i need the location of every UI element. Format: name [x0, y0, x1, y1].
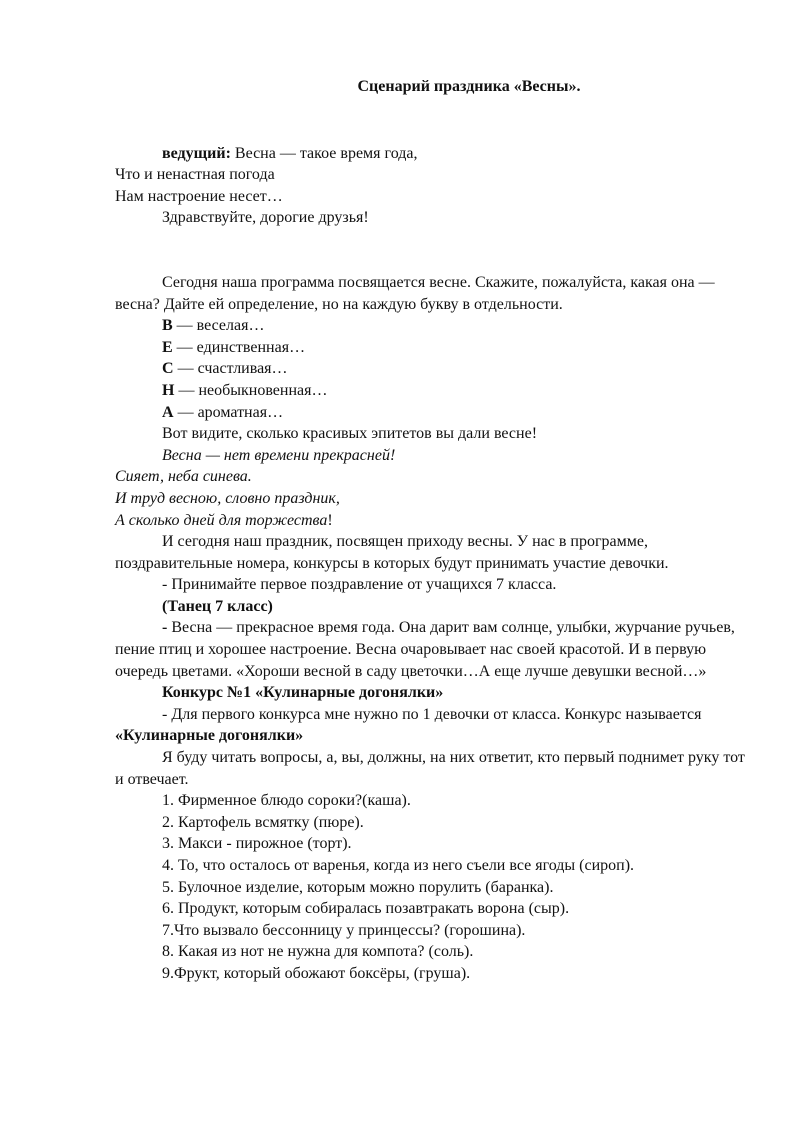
question-item: 9.Фрукт, который обожают боксёры, (груша).: [162, 964, 471, 982]
question-item: 1. Фирменное блюдо сороки?(каша).: [162, 792, 411, 810]
poem-line-1: Весна — нет времени прекрасней!: [162, 446, 396, 464]
dance-heading: (Танец 7 класс): [162, 597, 273, 615]
poem-line-2: Сияет, неба синева.: [115, 468, 252, 486]
greeting-line: - Принимайте первое поздравление от учащихся 7 класса.: [162, 576, 557, 594]
spacer: [115, 229, 755, 272]
letter-line: С — счастливая…: [162, 360, 288, 378]
question-item: 3. Макси - пирожное (торт).: [162, 835, 352, 853]
contest-intro: - Для первого конкурса мне нужно по 1 девочки от класса. Конкурс называется «Кулинарные догонялки»: [115, 705, 702, 745]
intro-line-1: ведущий: Весна — такое время года,: [162, 144, 418, 162]
rules-paragraph: Я буду читать вопросы, а, вы, должны, на них ответит, кто первый поднимет руку тот и отвечает.: [115, 749, 745, 788]
letter-line: Н — необыкновенная…: [162, 381, 328, 399]
letter-line: В — веселая…: [162, 317, 265, 335]
letter-line: Е — единственная…: [162, 338, 306, 356]
speaker-label: ведущий:: [162, 144, 231, 162]
document-title: Сценарий праздника «Весны».: [357, 78, 581, 95]
question-item: 6. Продукт, которым собиралась позавтракать ворона (сыр).: [162, 900, 570, 918]
intro-line-4: Здравствуйте, дорогие друзья!: [162, 209, 369, 227]
program-paragraph: Сегодня наша программа посвящается весне. Скажите, пожалуйста, какая она — весна? Дайте ей определение, но на каждую букву в отдельности.: [115, 273, 715, 313]
question-item: 7.Что вызвало бессонницу у принцессы? (горошина).: [162, 921, 526, 939]
today-paragraph: И сегодня наш праздник, посвящен приходу весны. У нас в программе, поздравительные номера, конкурсы в которых будут принимать участие девочки.: [115, 533, 669, 572]
question-item: 4. То, что осталось от варенья, когда из него съели все ягоды (сироп).: [162, 857, 635, 874]
spring-paragraph: - Весна — прекрасное время года. Она дарит вам солнце, улыбки, журчание ручьев, пение птиц и хорошее настроение. Весна очаровывает нас своей красотой. И в первую очередь цветами. «Хороши весной в саду цветочки…А еще лучше девушки весной…»: [115, 619, 735, 680]
question-item: 2. Картофель всмятку (пюре).: [162, 813, 364, 831]
poem-line-3: И труд весною, словно праздник,: [115, 489, 340, 507]
intro-line-2: Что и ненастная погода: [115, 166, 275, 184]
poem-line-4: А сколько дней для торжества!: [115, 511, 333, 529]
epithets-line: Вот видите, сколько красивых эпитетов вы дали весне!: [162, 425, 538, 443]
intro-line-3: Нам настроение несет…: [115, 187, 283, 205]
question-item: 8. Какая из нот не нужна для компота? (соль).: [162, 943, 474, 961]
question-item: 5. Булочное изделие, которым можно порулить (баранка).: [162, 878, 554, 896]
letter-line: А — ароматная…: [162, 403, 284, 421]
document-body: [115, 76, 755, 985]
contest-heading: Конкурс №1 «Кулинарные догонялки»: [162, 684, 444, 702]
